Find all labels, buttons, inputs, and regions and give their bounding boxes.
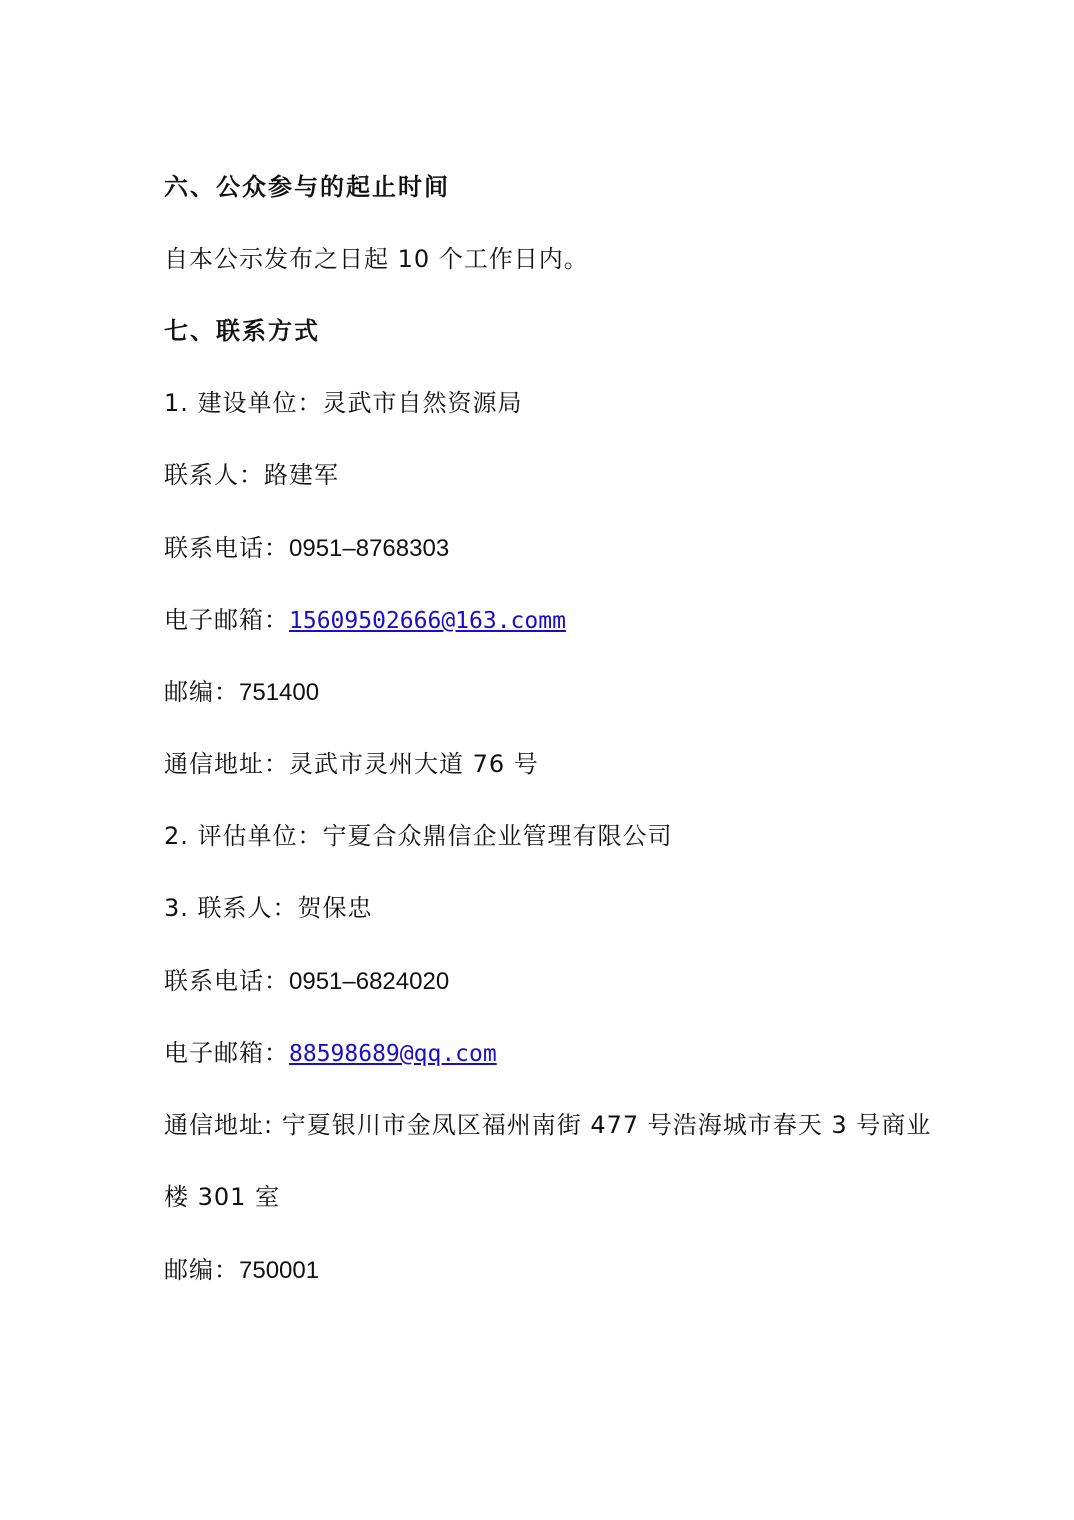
builder-email-line [164, 600, 566, 640]
evaluator-unit-value: 宁夏合众鼎信企业管理有限公司 [322, 822, 673, 850]
evaluator-postcode-line [164, 1250, 319, 1290]
evaluator-contact-label: 3. 联系人： [164, 894, 298, 922]
participation-period-text: 自本公示发布之日起 10 个工作日内。 [164, 245, 589, 273]
builder-postcode-label: 邮编： [164, 678, 239, 706]
builder-unit-line [164, 383, 523, 423]
evaluator-unit-label: 2. 评估单位： [164, 822, 323, 850]
evaluator-phone-value: 0951–6824020 [289, 968, 450, 995]
builder-unit-label: 1. 建设单位： [164, 389, 323, 417]
builder-phone-label: 联系电话： [164, 534, 289, 562]
builder-postcode-value: 751400 [239, 679, 320, 706]
section-6-heading: 六、公众参与的起止时间 [164, 173, 450, 201]
evaluator-address-line-2: 楼 301 室 [164, 1183, 281, 1211]
evaluator-contact-line [164, 888, 373, 928]
evaluator-phone-line [164, 961, 449, 1001]
section-7-heading: 七、联系方式 [164, 317, 320, 345]
builder-contact-value: 路建军 [264, 461, 339, 489]
evaluator-postcode-label: 邮编： [164, 1256, 239, 1284]
evaluator-email-label: 电子邮箱： [164, 1039, 289, 1067]
builder-address-line [164, 744, 539, 784]
builder-phone-value: 0951–8768303 [289, 535, 450, 562]
builder-phone-line [164, 528, 449, 568]
builder-email-label: 电子邮箱： [164, 606, 289, 634]
evaluator-contact-value: 贺保忠 [297, 894, 373, 922]
builder-address-value: 灵武市灵州大道 76 号 [289, 750, 539, 778]
evaluator-address-value-1: 宁夏银川市金凤区福州南街 477 号浩海城市春天 3 号商业 [273, 1111, 932, 1139]
builder-postcode-line [164, 672, 319, 712]
evaluator-address-line-1 [164, 1105, 931, 1145]
evaluator-postcode-value: 750001 [239, 1257, 320, 1284]
evaluator-unit-line [164, 816, 673, 856]
builder-contact-line [164, 455, 339, 495]
builder-contact-label: 联系人： [164, 461, 264, 489]
evaluator-address-label: 通信地址: [164, 1111, 274, 1139]
builder-email-link[interactable]: 15609502666@163.comm [289, 608, 566, 634]
evaluator-phone-label: 联系电话： [164, 967, 289, 995]
evaluator-email-line [164, 1033, 497, 1073]
builder-unit-value: 灵武市自然资源局 [322, 389, 523, 417]
evaluator-email-link[interactable]: 88598689@qq.com [289, 1041, 497, 1067]
builder-address-label: 通信地址： [164, 750, 289, 778]
